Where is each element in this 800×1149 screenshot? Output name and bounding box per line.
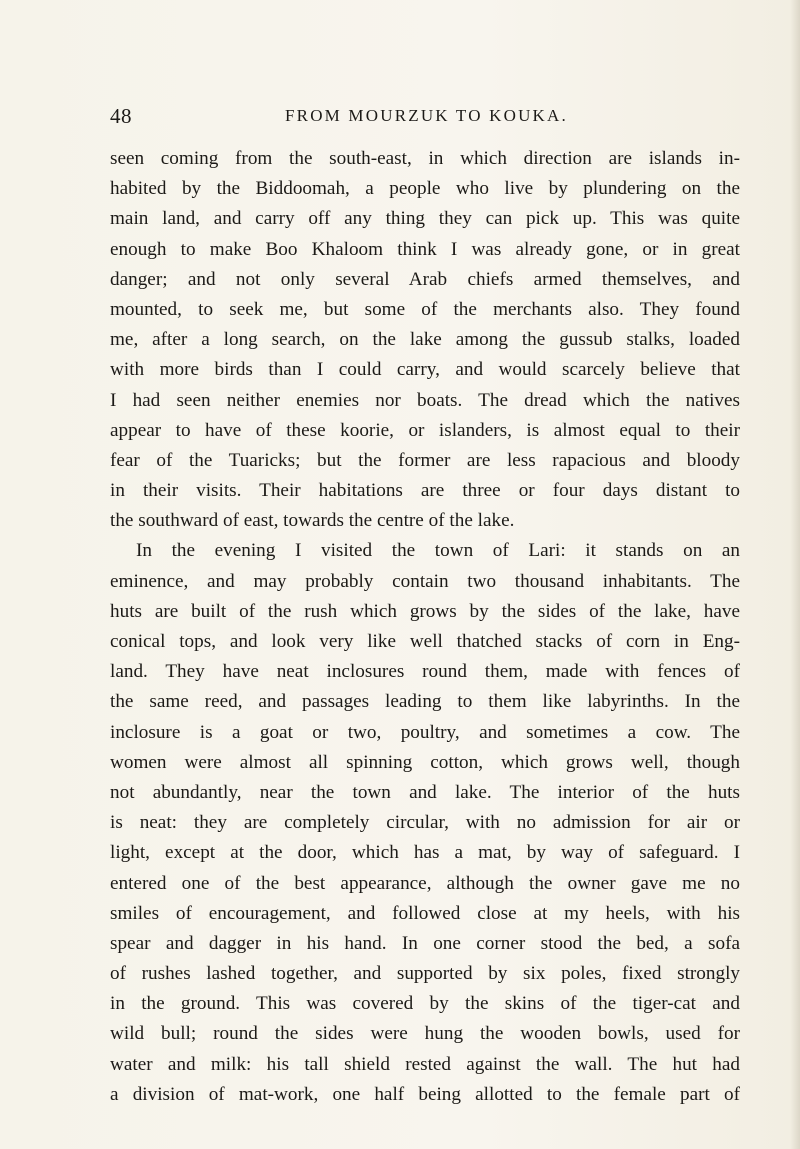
paragraph-first-line: In the evening I visited the town of Lari: it stands on an: [136, 540, 740, 562]
text-line: fear of the Tuaricks; but the former are less rapacious and bloody: [110, 449, 740, 471]
text-line: habited by the Biddoomah, a people who live by plundering on the: [110, 178, 740, 200]
text-line: I had seen neither enemies nor boats. The dread which the natives: [110, 389, 740, 411]
text-line: entered one of the best appearance, although the owner gave me no: [110, 872, 740, 894]
page-edge-shadow: [790, 0, 800, 1149]
text-line: with more birds than I could carry, and would scarcely believe that: [110, 359, 740, 381]
text-line: a division of mat-work, one half being allotted to the female part of: [110, 1083, 740, 1105]
text-line: water and milk: his tall shield rested against the wall. The hut had: [110, 1053, 740, 1075]
text-line: land. They have neat inclosures round them, made with fences of: [110, 661, 740, 683]
paragraph-last-line: the southward of east, towards the centre of the lake.: [110, 510, 515, 532]
text-line: light, except at the door, which has a mat, by way of safeguard. I: [110, 842, 740, 864]
page-header: [110, 104, 750, 134]
page-number: 48: [110, 104, 132, 128]
text-line: spear and dagger in his hand. In one corner stood the bed, a sofa: [110, 932, 740, 954]
text-line: wild bull; round the sides were hung the wooden bowls, used for: [110, 1023, 740, 1045]
text-line: appear to have of these koorie, or islanders, is almost equal to their: [110, 419, 740, 441]
text-line: danger; and not only several Arab chiefs armed themselves, and: [110, 268, 740, 290]
text-line: women were almost all spinning cotton, which grows well, though: [110, 751, 740, 773]
text-line: enough to make Boo Khaloom think I was already gone, or in great: [110, 238, 740, 260]
text-line: mounted, to seek me, but some of the merchants also. They found: [110, 298, 740, 320]
text-line: in their visits. Their habitations are three or four days distant to: [110, 480, 740, 502]
running-head: FROM MOURZUK TO KOUKA.: [285, 106, 568, 125]
text-line: me, after a long search, on the lake among the gussub stalks, loaded: [110, 329, 740, 351]
text-line: conical tops, and look very like well thatched stacks of corn in Eng-: [110, 631, 740, 652]
text-line: smiles of encouragement, and followed close at my heels, with his: [110, 902, 740, 924]
text-line: the same reed, and passages leading to them like labyrinths. In the: [110, 691, 740, 713]
text-line: eminence, and may probably contain two thousand inhabitants. The: [110, 570, 740, 592]
text-line: main land, and carry off any thing they can pick up. This was quite: [110, 208, 740, 230]
text-line: seen coming from the south-east, in which direction are islands in-: [110, 148, 740, 169]
text-line: not abundantly, near the town and lake. The interior of the huts: [110, 781, 740, 803]
body-text: [110, 144, 740, 1110]
text-line: is neat: they are completely circular, with no admission for air or: [110, 812, 740, 834]
text-line: of rushes lashed together, and supported by six poles, fixed strongly: [110, 963, 740, 985]
text-line: huts are built of the rush which grows by the sides of the lake, have: [110, 600, 740, 622]
text-line: inclosure is a goat or two, poultry, and sometimes a cow. The: [110, 721, 740, 743]
text-line: in the ground. This was covered by the skins of the tiger-cat and: [110, 993, 740, 1015]
